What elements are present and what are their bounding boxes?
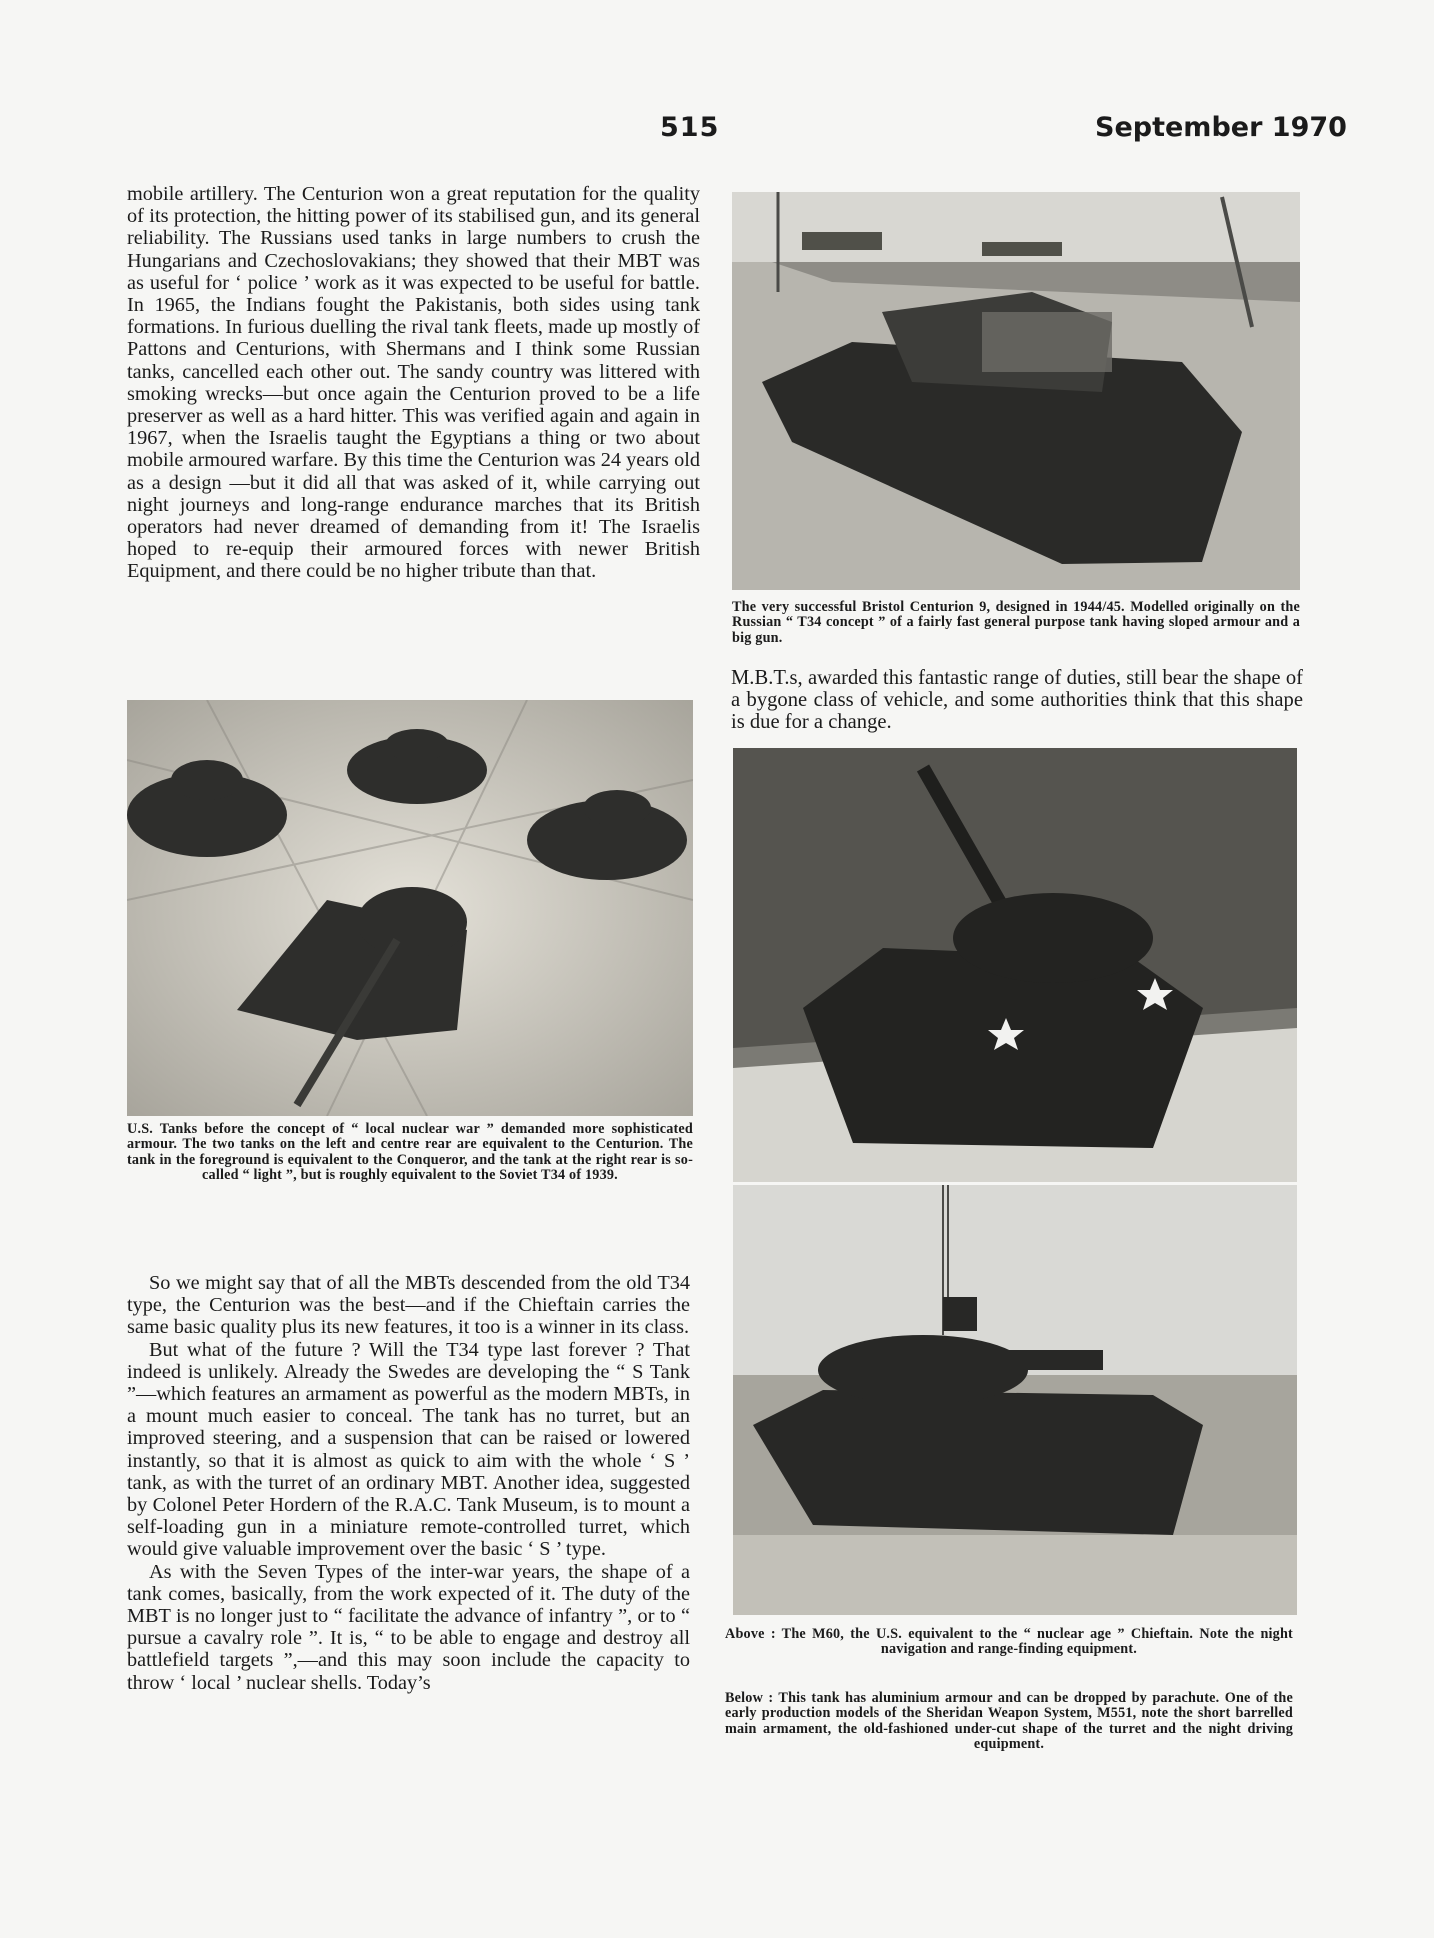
caption-m60-text: Above : The M60, the U.S. equivalent to the “ nuclear age ” Chieftain. Note the night navigation and range-finding equipment. [725,1626,1293,1658]
paragraph-mbts-shape: M.B.T.s, awarded this fantastic range of duties, still bear the shape of a bygone class of vehicle, and some authorities think that this shape is due for a change. [731,667,1303,734]
page-number: 515 [660,112,720,143]
caption-centurion-9 [732,600,1300,646]
left-column-bottom-text [127,1272,690,1694]
photo-centurion-9 [732,192,1300,590]
caption-centurion-9-text: The very successful Bristol Centurion 9, designed in 1944/45. Modelled originally on the Russian “ T34 concept ” of a fairly fast general purpose tank having sloped armour and a big gun. [732,599,1300,646]
right-column-text [731,667,1303,734]
photo-sheridan-m551 [733,1185,1297,1615]
photo-us-tanks [127,700,693,1116]
caption-us-tanks [127,1122,693,1184]
caption-sheridan-text: Below : This tank has aluminium armour and can be dropped by parachute. One of the early production models of the Sheridan Weapon System, M551, note the short barrelled main armament, the old-fashioned under-cut shape of the turret and the night driving equipment. [725,1690,1293,1753]
caption-sheridan [725,1691,1293,1753]
photo-m60 [733,748,1297,1182]
paragraph-shape-of-tank: As with the Seven Types of the inter-war years, the shape of a tank comes, basically, from the work expected of it. The duty of the MBT is no longer just to “ facilitate the advance of infantry ”, or to “ pursue a cavalry role ”. It is, “ to be able to engage and destroy all battlefield targets ”,—and this may soon include the capacity to throw ‘ local ’ nuclear shells. Today’s [127,1560,690,1694]
paragraph-mbt-descended: So we might say that of all the MBTs descended from the old T34 type, the Centurion was the best—and if the Chieftain carries the same basic quality plus its new features, it too is a winner in its class. [127,1272,690,1339]
caption-us-tanks-text: U.S. Tanks before the concept of “ local nuclear war ” demanded more sophisticated armour. The two tanks on the left and centre rear are equivalent to the Centurion. The tank in the foreground is equivalent to the Conqueror, and the tank at the right rear is so-called “ light ”, but is roughly equivalent to the Soviet T34 of 1939. [127,1121,693,1184]
paragraph-future: But what of the future ? Will the T34 type last forever ? That indeed is unlikely. Already the Swedes are developing the “ S Tank ”—which features an armament as powerful as the modern MBTs, in a mount much easier to conceal. The tank has no turret, but an improved steering, and a suspension that can be raised or lowered instantly, so that it is almost as quick to aim with the whole ‘ S ’ tank, as with the turret of an ordinary MBT. Another idea, suggested by Colonel Peter Hordern of the R.A.C. Tank Museum, is to mount a self-loading gun in a miniature remote-controlled turret, which would give valuable improvement over the basic ‘ S ’ type. [127,1338,690,1561]
paragraph-centurion-reputation: mobile artillery. The Centurion won a great reputation for the quality of its protection, the hitting power of its stabilised gun, and its general reliability. The Russians used tanks in large numbers to crush the Hungarians and Czechoslovakians; they showed that their MBT was as useful for ‘ police ’ work as it was expected to be useful for battle. In 1965, the Indians fought the Pakistanis, both sides using tank formations. In furious duelling the rival tank fleets, made up mostly of Pattons and Centurions, with Shermans and I think some Russian tanks, cancelled each other out. The sandy country was littered with smoking wrecks—but once again the Centurion proved to be a life preserver as well as a hard hitter. This was verified again and again in 1967, when the Israelis taught the Egyptians a thing or two about mobile armoured warfare. By this time the Centurion was 24 years old as a design —but it did all that was asked of it, while carrying out night journeys and long-range endurance marches that its British operators had never dreamed of demanding from it! The Israelis hoped to re-equip their armoured forces with newer British Equipment, and there could be no higher tribute than that. [127,183,700,583]
issue-date: September 1970 [1095,112,1347,143]
caption-m60 [725,1627,1293,1658]
left-column-top-text [127,183,700,583]
